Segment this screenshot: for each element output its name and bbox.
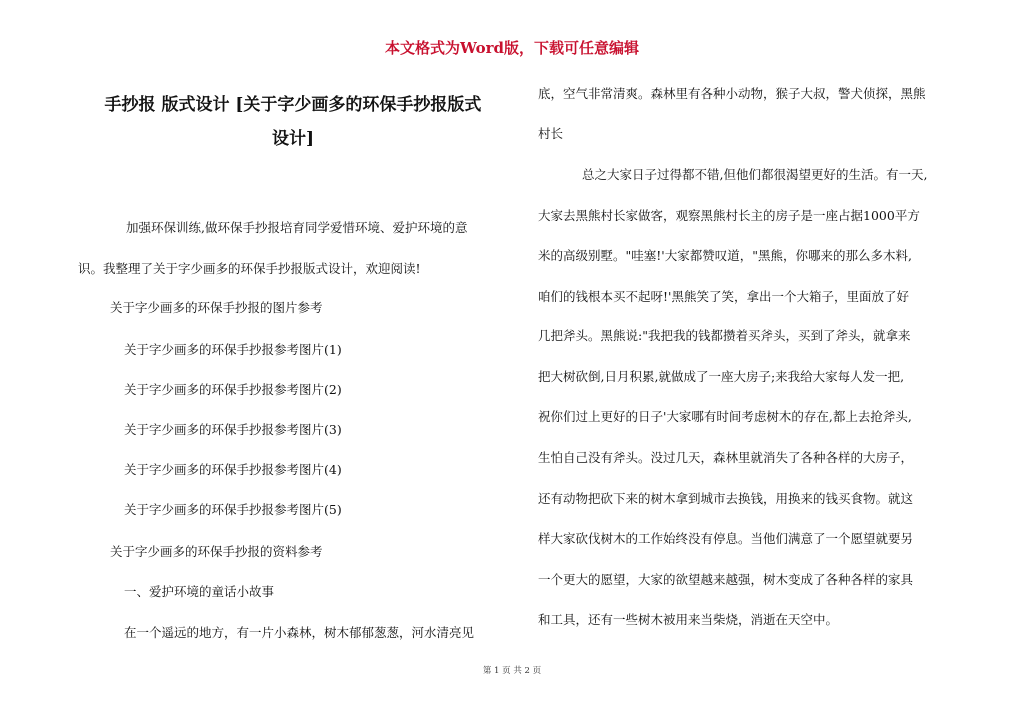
paragraph-line: 把大树砍倒,日月积累,就做成了一座大房子;来我给大家每人发一把, — [538, 369, 905, 384]
paragraph-line: 还有动物把砍下来的树木拿到城市去换钱，用换来的钱买食物。就这 — [538, 491, 914, 506]
paragraph-line: 祝你们过上更好的日子'大家哪有时间考虑树木的存在,都上去抢斧头, — [538, 409, 912, 424]
document-title — [78, 88, 508, 156]
paragraph-line: 总之大家日子过得都不错,但他们都很渴望更好的生活。有一天, — [582, 167, 928, 182]
paragraph-line: 村长 — [538, 126, 564, 141]
title-line-1: 手抄报 版式设计 [关于字少画多的环保手抄报版式 — [104, 95, 482, 115]
title-line-2: 设计] — [271, 129, 315, 149]
paragraph-line: 关于字少画多的环保手抄报参考图片(1) — [124, 342, 342, 357]
download-banner: 本文格式为Word版，下载可任意编辑 — [384, 39, 640, 57]
paragraph-line: 米的高级别墅。"哇塞!'大家都赞叹道，"黑熊，你哪来的那么多木料, — [538, 248, 912, 263]
paragraph-line: 关于字少画多的环保手抄报的资料参考 — [110, 544, 323, 559]
paragraph-line: 关于字少画多的环保手抄报参考图片(2) — [124, 382, 342, 397]
paragraph-line: 咱们的钱根本买不起呀!'黑熊笑了笑，拿出一个大箱子，里面放了好 — [538, 289, 909, 304]
paragraph-line: 一个更大的愿望，大家的欲望越来越强，树木变成了各种各样的家具 — [538, 572, 914, 587]
paragraph-line: 在一个遥远的地方，有一片小森林，树木郁郁葱葱，河水清亮见 — [124, 625, 475, 640]
paragraph-line: 生怕自己没有斧头。没过几天，森林里就消失了各种各样的大房子， — [538, 450, 914, 465]
paragraph-line: 几把斧头。黑熊说:"我把我的钱都攒着买斧头，买到了斧头，就拿来 — [538, 328, 911, 343]
paragraph-line: 关于字少画多的环保手抄报参考图片(3) — [124, 422, 342, 437]
paragraph-line: 关于字少画多的环保手抄报的图片参考 — [110, 300, 323, 315]
paragraph-line: 底，空气非常清爽。森林里有各种小动物，猴子大叔，警犬侦探，黑熊 — [538, 86, 926, 101]
paragraph-line: 样大家砍伐树木的工作始终没有停息。当他们满意了一个愿望就要另 — [538, 531, 914, 546]
paragraph-line: 和工具，还有一些树木被用来当柴烧，消逝在天空中。 — [538, 612, 839, 627]
paragraph-line: 加强环保训练,做环保手抄报培育同学爱惜环境、爱护环境的意 — [126, 220, 468, 235]
paragraph-line: 关于字少画多的环保手抄报参考图片(5) — [124, 502, 342, 517]
paragraph-line: 识。我整理了关于字少画多的环保手抄报版式设计，欢迎阅读! — [78, 261, 421, 276]
paragraph-line: 大家去黑熊村长家做客，观察黑熊村长主的房子是一座占据1000平方 — [538, 208, 920, 223]
paragraph-line: 一、爱护环境的童话小故事 — [124, 584, 275, 599]
page-number: 第 1 页 共 2 页 — [482, 666, 542, 676]
paragraph-line: 关于字少画多的环保手抄报参考图片(4) — [124, 462, 342, 477]
